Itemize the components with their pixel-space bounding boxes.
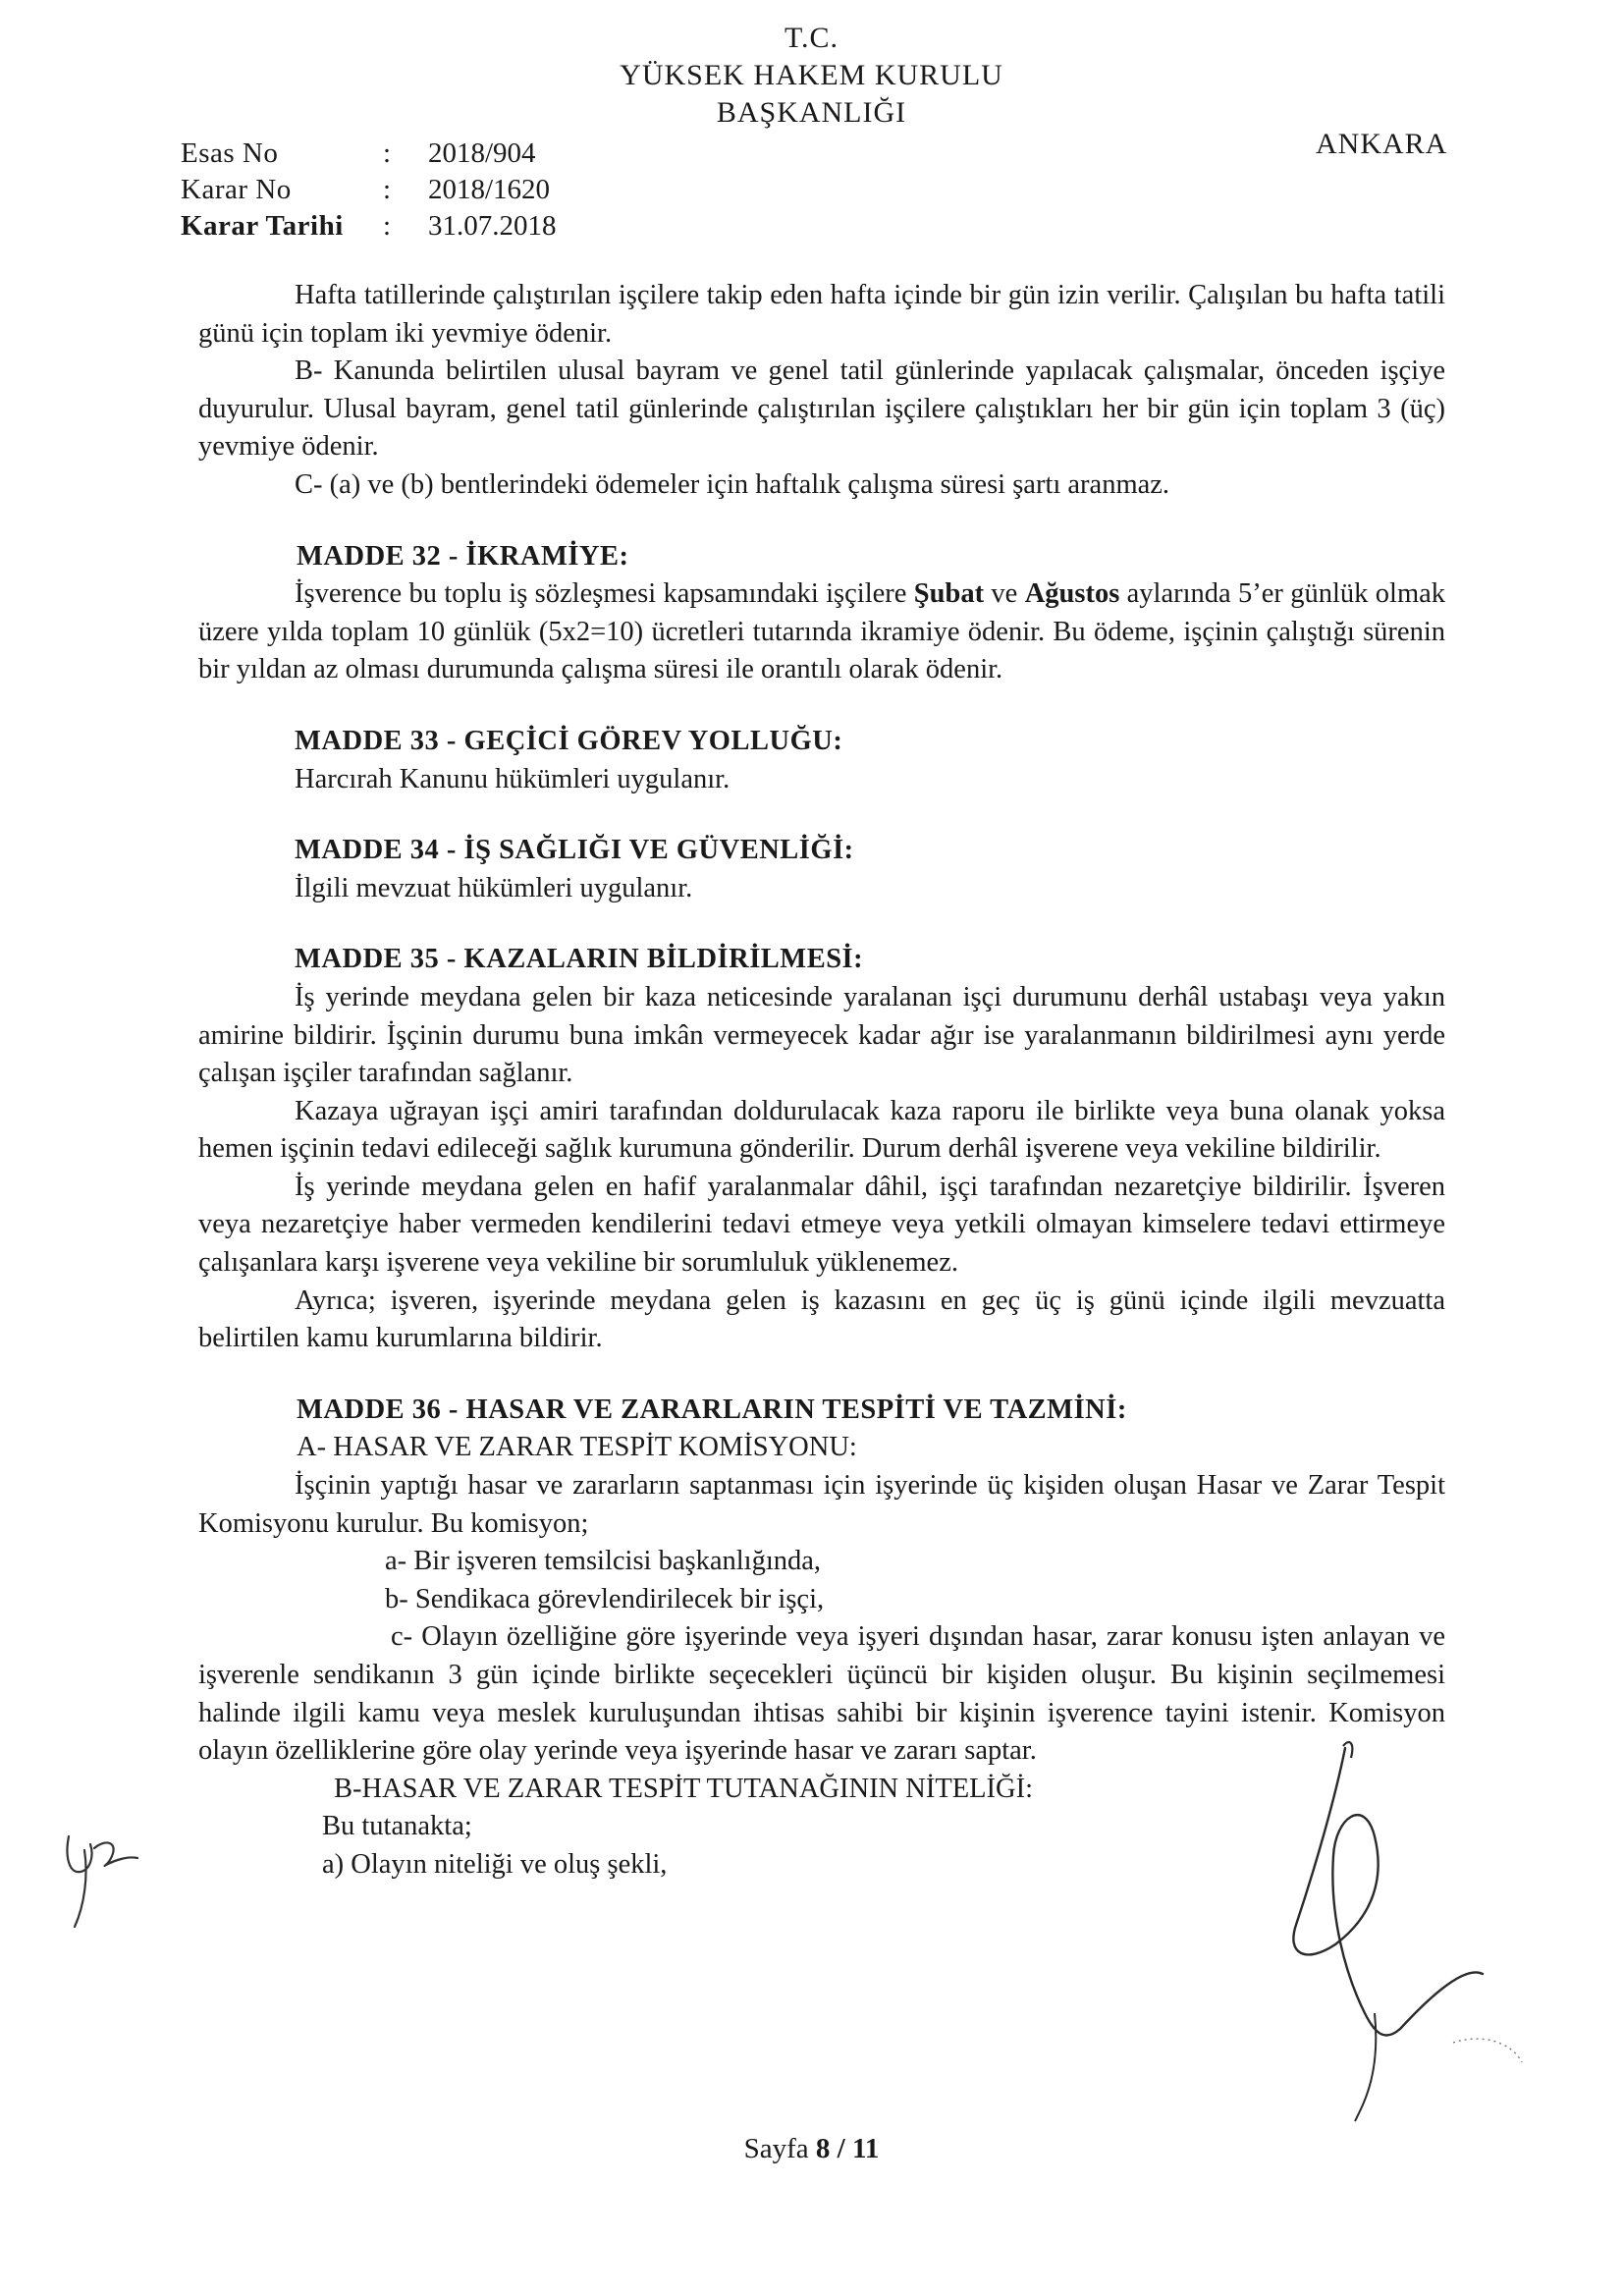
meta-value: 31.07.2018	[428, 210, 557, 242]
header-tc: T.C.	[784, 22, 839, 54]
paragraph: İşçinin yaptığı hasar ve zararların saptanması için işyerinde üç kişiden oluşan Hasar ve Zarar Tespit Komisyonu kurulur. Bu komisyon;	[198, 1470, 1445, 1539]
text-run: İşverence bu toplu iş sözleşmesi kapsamındaki işçilere	[295, 578, 914, 610]
text-run: aylarında 5’er günlük olmak üzere yılda toplam 10 günlük (5x2=10) ücretleri tutarında ikramiye ödenir. Bu ödeme, işçinin çalıştığı sürenin bir yıldan az olması durumunda çalışma süresi ile orantılı olarak ödenir.	[198, 578, 1446, 685]
meta-sep: :	[383, 210, 392, 242]
page-prefix: Sayfa	[743, 2133, 816, 2164]
paragraph: Bu tutanakta;	[322, 1811, 472, 1842]
page-count: 8 / 11	[815, 2133, 880, 2164]
article-35-title: MADDE 35 - KAZALARIN BİLDİRİLMESİ:	[295, 944, 864, 975]
paragraph: Harcırah Kanunu hükümleri uygulanır.	[295, 763, 730, 794]
meta-key: Esas No	[181, 137, 279, 169]
paragraph: C- (a) ve (b) bentlerindeki ödemeler için haftalık çalışma süresi şartı aranmaz.	[295, 468, 1170, 500]
header-institution: YÜKSEK HAKEM KURULU	[620, 59, 1003, 91]
paragraph: Ayrıca; işveren, işyerinde meydana gelen iş kazasını en geç üç iş günü içinde ilgili mevzuatta belirtilen kamu kurumlarına bildirir.	[198, 1285, 1445, 1354]
meta-key: Karar Tarihi	[181, 210, 344, 242]
section-b-title: B-HASAR VE ZARAR TESPİT TUTANAĞININ NİTELİĞİ:	[334, 1773, 1034, 1804]
handwritten-initials-left	[55, 1817, 143, 1935]
paragraph: Kazaya uğrayan işçi amiri tarafından doldurulacak kaza raporu ile birlikte veya buna olanak yoksa hemen işçinin tedavi edileceği sağlık kurumuna gönderilir. Durum derhâl işverene veya vekiline bildirilir.	[198, 1095, 1445, 1165]
signature-right	[1227, 1719, 1551, 2131]
case-metadata	[181, 136, 557, 245]
paragraph	[198, 575, 1445, 689]
text-run-bold: Şubat	[913, 578, 985, 610]
paragraph: İş yerinde meydana gelen bir kaza neticesinde yaralanan işçi durumunu derhâl ustabaşı veya yakın amirine bildirir. İşçinin durumu buna imkân vermeyecek kadar ağır ise yaralanmanın bildirilmesi aynı yerde çalışan işçiler tarafından sağlanır.	[198, 981, 1445, 1089]
text-run: ve	[984, 578, 1025, 610]
section-a-title: A- HASAR VE ZARAR TESPİT KOMİSYONU:	[297, 1432, 857, 1463]
page-number	[0, 2133, 1623, 2165]
article-32-title: MADDE 32 - İKRAMİYE:	[297, 540, 629, 572]
header-city: ANKARA	[1316, 128, 1448, 160]
paragraph: B- Kanunda belirtilen ulusal bayram ve genel tatil günlerinde yapılacak çalışmalar, önceden işçiye duyurulur. Ulusal bayram, genel tatil günlerinde çalıştırılan işçilere çalıştıkları her bir gün için toplam 3 (üç) yevmiye ödenir.	[198, 355, 1445, 463]
paragraph: a) Olayın niteliği ve oluş şekli,	[322, 1848, 668, 1880]
paragraph: İlgili mevzuat hükümleri uygulanır.	[295, 872, 693, 903]
text-run-bold: Ağustos	[1024, 578, 1120, 610]
article-34-title: MADDE 34 - İŞ SAĞLIĞI VE GÜVENLİĞİ:	[295, 835, 854, 866]
meta-row-tarih	[181, 208, 557, 245]
meta-row-karar	[181, 172, 557, 208]
meta-value: 2018/1620	[428, 174, 551, 205]
list-item: a- Bir işveren temsilcisi başkanlığında,	[385, 1546, 822, 1577]
article-36-title: MADDE 36 - HASAR VE ZARARLARIN TESPİTİ VE TAZMİNİ:	[297, 1394, 1127, 1425]
meta-key: Karar No	[181, 174, 292, 205]
header-presidency: BAŞKANLIĞI	[716, 96, 907, 129]
meta-sep: :	[383, 137, 392, 169]
meta-row-esas	[181, 136, 557, 172]
paragraph: Hafta tatillerinde çalıştırılan işçilere takip eden hafta içinde bir gün izin verilir. Çalışılan bu hafta tatili günü için toplam iki yevmiye ödenir.	[198, 280, 1445, 349]
meta-sep: :	[383, 174, 392, 205]
paragraph: c- Olayın özelliğine göre işyerinde veya işyeri dışından hasar, zarar konusu işten anlayan ve işverenle sendikanın 3 gün içinde birlikte seçecekleri üçüncü bir kişiden oluşur. Bu kişinin seçilmemesi halinde ilgili kamu veya meslek kuruluşundan ihtisas sahibi bir kişinin işverence tayini istenir. Komisyon olayın özelliklerine göre olay yerinde veya işyerinde hasar ve zararı saptar.	[198, 1621, 1445, 1767]
document-body	[198, 277, 1445, 1885]
meta-value: 2018/904	[428, 137, 536, 169]
paragraph: İş yerinde meydana gelen en hafif yaralanmalar dâhil, işçi tarafından nezaretçiye bildirilir. İşveren veya nezaretçiye haber vermeden kendilerini tedavi etmeye veya yetkili olmayan kimselere tedavi ettirmeye çalışanlara karşı işverene veya vekiline bir sorumluluk yüklenemez.	[198, 1171, 1445, 1279]
article-33-title: MADDE 33 - GEÇİCİ GÖREV YOLLUĞU:	[295, 725, 843, 756]
list-item: b- Sendikaca görevlendirilecek bir işçi,	[385, 1583, 825, 1614]
